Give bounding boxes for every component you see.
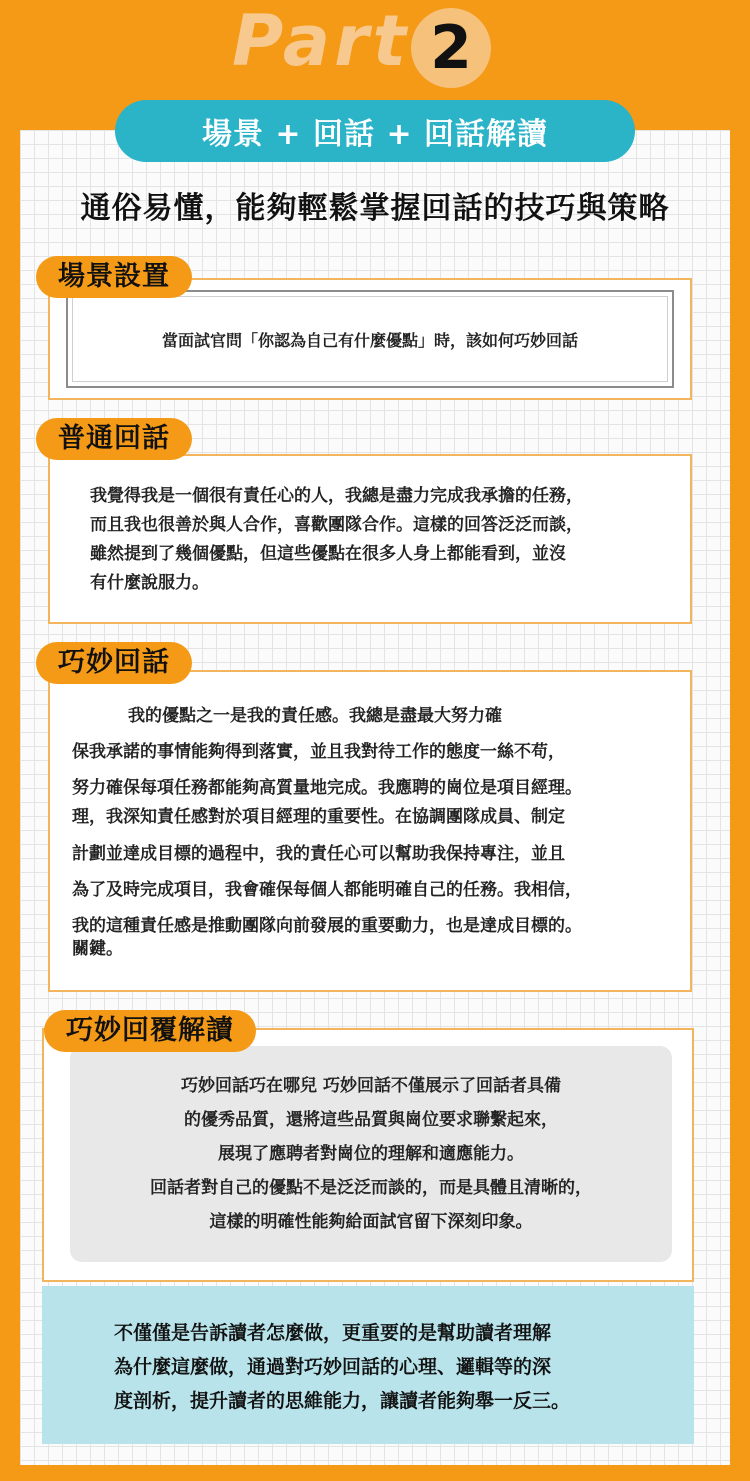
part-header <box>0 0 750 100</box>
footer-line: 為什麼這麼做，通過對巧妙回話的心理、邏輯等的深 <box>114 1356 552 1378</box>
smart-reply-line: 計劃並達成目標的過程中，我的責任心可以幫助我保持專注，並且 <box>72 844 565 864</box>
footer-line: 不僅僅是告訴讀者怎麼做，更重要的是幫助讀者理解 <box>114 1322 552 1344</box>
normal-reply-line: 我覺得我是一個很有責任心的人，我總是盡力完成我承擔的任務， <box>90 486 583 506</box>
normal-reply-line: 雖然提到了幾個優點，但這些優點在很多人身上都能看到，並沒 <box>90 544 566 564</box>
tag-scenario: 場景設置 <box>36 256 192 298</box>
footer-note <box>42 1286 694 1444</box>
smart-reply-line: 保我承諾的事情能夠得到落實，並且我對待工作的態度一絲不苟， <box>72 742 565 762</box>
footer-text <box>114 1316 654 1418</box>
interpretation-panel <box>70 1046 672 1262</box>
smart-reply-line: 我的這種責任感是推動團隊向前發展的重要動力，也是達成目標的。 <box>72 916 582 936</box>
interpretation-line: 的優秀品質，還將這些品質與崗位要求聯繫起來， <box>184 1110 558 1130</box>
normal-reply-text <box>90 482 670 598</box>
interpretation-line: 巧妙回話巧在哪兒 巧妙回話不僅展示了回話者具備 <box>181 1076 561 1096</box>
page-headline: 通俗易懂，能夠輕鬆掌握回話的技巧與策略 <box>80 191 670 226</box>
interpretation-line: 回話者對自己的優點不是泛泛而談的，而是具體且清晰的， <box>150 1178 592 1198</box>
part-number-badge <box>411 8 491 88</box>
interpretation-box <box>42 1028 694 1282</box>
smart-reply-line: 理，我深知責任感對於項目經理的重要性。在協調團隊成員、制定 <box>72 807 565 827</box>
interpretation-line: 這樣的明確性能夠給面試官留下深刻印象。 <box>209 1212 533 1232</box>
title-banner <box>115 100 635 162</box>
normal-reply-line: 有什麼說服力。 <box>90 573 209 593</box>
interpretation-line: 展現了應聘者對崗位的理解和適應能力。 <box>218 1144 524 1164</box>
scenario-frame <box>66 290 674 388</box>
smart-reply-text <box>72 698 702 960</box>
smart-reply-box <box>48 670 692 992</box>
footer-line: 度剖析，提升讀者的思維能力，讓讀者能夠舉一反三。 <box>114 1390 571 1412</box>
banner-text: 場景 + 回話 + 回話解讀 <box>201 117 549 152</box>
normal-reply-box <box>48 454 692 624</box>
tag-normal-reply: 普通回話 <box>36 418 192 460</box>
tag-interpretation: 巧妙回覆解讀 <box>44 1010 256 1052</box>
smart-reply-line: 努力確保每項任務都能夠高質量地完成。我應聘的崗位是項目經理。 <box>72 778 582 798</box>
normal-reply-line: 而且我也很善於與人合作，喜歡團隊合作。這樣的回答泛泛而談， <box>90 515 583 535</box>
smart-reply-line: 我的優點之一是我的責任感。我總是盡最大努力確 <box>128 706 502 726</box>
interpretation-text <box>150 1069 592 1239</box>
smart-reply-line: 關鍵。 <box>72 939 123 959</box>
scenario-text: 當面試官問「你認為自己有什麼優點」時，該如何巧妙回話 <box>161 330 578 350</box>
part-number: 2 <box>430 13 472 83</box>
smart-reply-line: 為了及時完成項目，我會確保每個人都能明確自己的任務。我相信， <box>72 880 582 900</box>
tag-smart-reply: 巧妙回話 <box>36 642 192 684</box>
part-word: Part <box>232 0 411 82</box>
